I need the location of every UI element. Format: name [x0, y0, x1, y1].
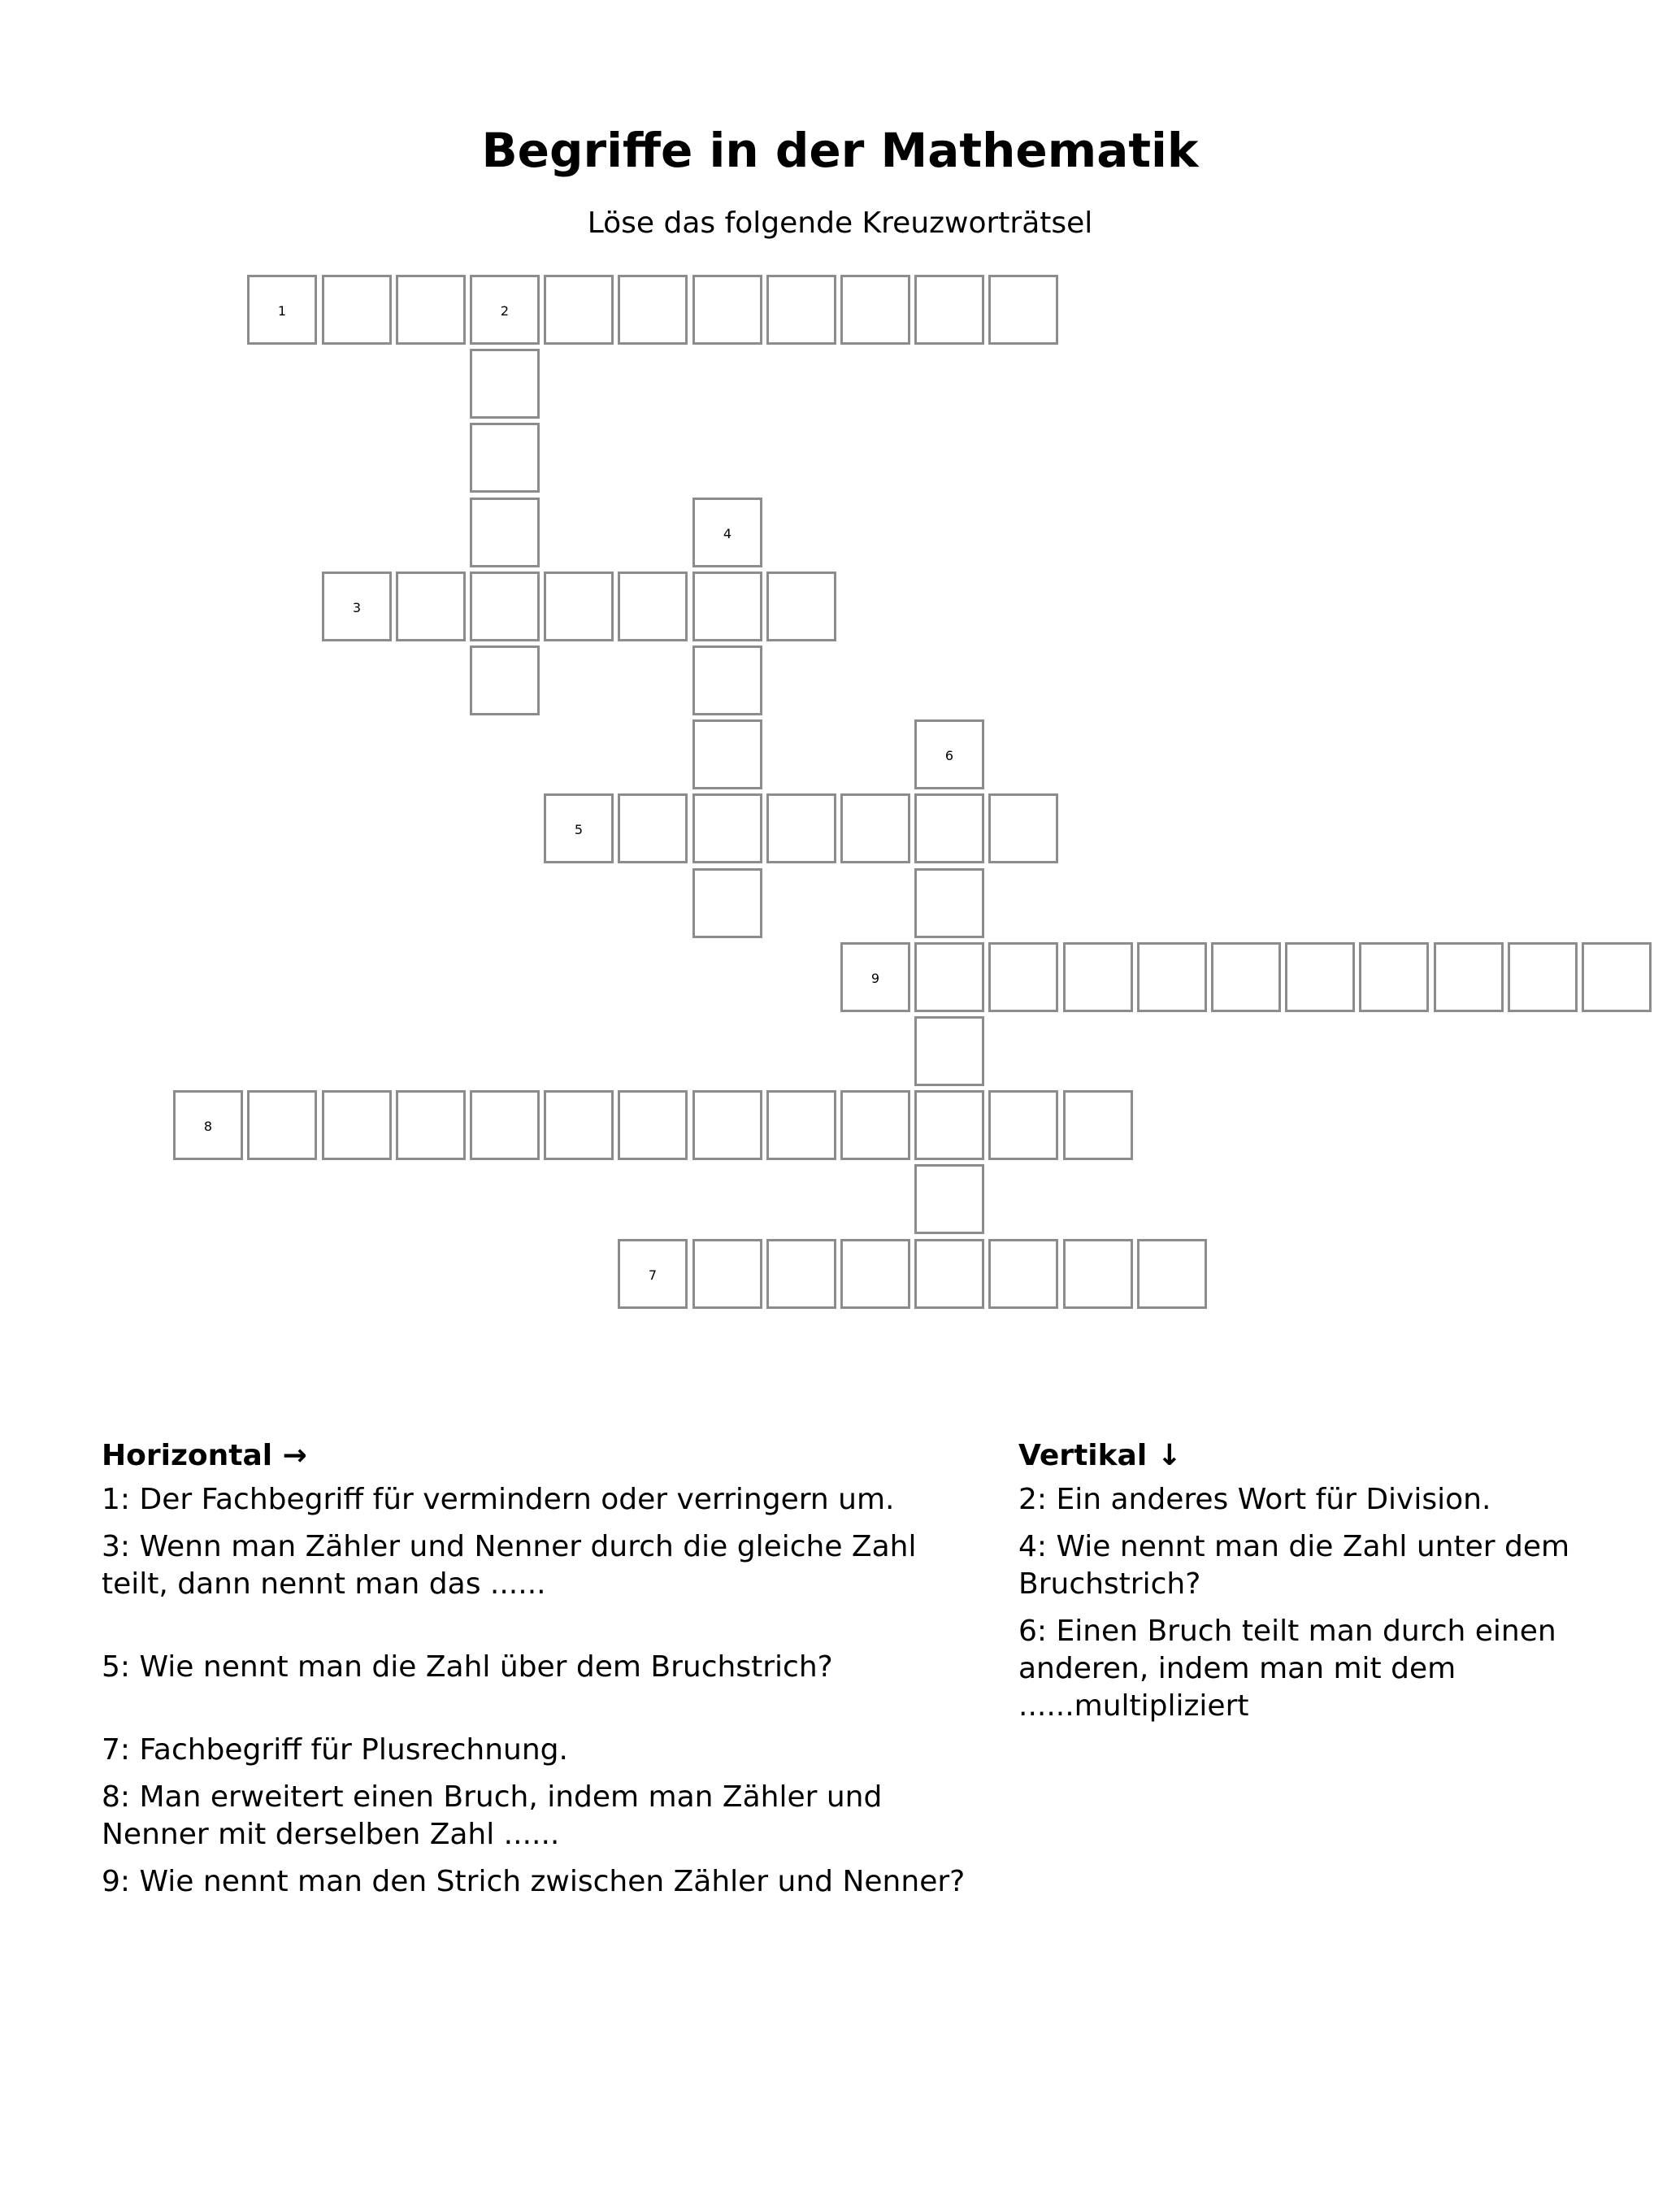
crossword-cell[interactable] [544, 1090, 614, 1160]
crossword-cell[interactable] [470, 349, 540, 419]
crossword-cell[interactable] [914, 719, 984, 789]
crossword-cell[interactable] [692, 1090, 762, 1160]
clue-number: 1 [277, 303, 287, 319]
crossword-cell[interactable] [322, 1090, 392, 1160]
crossword-cell[interactable] [692, 498, 762, 567]
clue-horizontal-8: 8: Man erweitert einen Bruch, indem man Zähler und Nenner mit derselben Zahl ...... [102, 1780, 883, 1851]
clue-horizontal-5: 5: Wie nennt man die Zahl über dem Bruchstrich? [102, 1650, 833, 1684]
clue-horizontal-9: 9: Wie nennt man den Strich zwischen Zähler und Nenner? [102, 1865, 966, 1898]
crossword-cell[interactable] [988, 942, 1058, 1012]
clue-number: 8 [203, 1119, 213, 1134]
crossword-cell[interactable] [1063, 1239, 1133, 1309]
clue-number: 7 [648, 1267, 658, 1283]
horizontal-heading: Horizontal → [102, 1439, 307, 1472]
crossword-cell[interactable] [1063, 1090, 1133, 1160]
crossword-cell[interactable] [470, 645, 540, 715]
crossword-cell[interactable] [1582, 942, 1652, 1012]
crossword-cell[interactable] [396, 1090, 466, 1160]
crossword-cell[interactable] [914, 1090, 984, 1160]
crossword-cell[interactable] [766, 1239, 836, 1309]
crossword-cell[interactable] [766, 275, 836, 345]
page-subtitle: Löse das folgende Kreuzworträtsel [587, 206, 1093, 240]
crossword-cell[interactable] [1063, 942, 1133, 1012]
crossword-cell[interactable] [396, 275, 466, 345]
page-title: Begriffe in der Mathematik [481, 123, 1199, 178]
crossword-cell[interactable] [766, 793, 836, 863]
horizontal-clues [102, 1437, 979, 1901]
crossword-cell[interactable] [470, 423, 540, 493]
clue-vertical-4: 4: Wie nennt man die Zahl unter dem Bruchstrich? [1018, 1530, 1570, 1601]
crossword-cell[interactable] [470, 275, 540, 345]
crossword-cell[interactable] [914, 1164, 984, 1234]
crossword-cell[interactable] [322, 572, 392, 641]
crossword-cell[interactable] [914, 1239, 984, 1309]
crossword-cell[interactable] [544, 572, 614, 641]
clue-number: 5 [574, 822, 584, 837]
crossword-cell[interactable] [618, 793, 688, 863]
clue-number: 2 [500, 303, 510, 319]
clue-vertical-6: 6: Einen Bruch teilt man durch einen anderen, indem man mit dem ......multipliziert [1018, 1615, 1556, 1723]
crossword-cell[interactable] [988, 1239, 1058, 1309]
crossword-cell[interactable] [470, 498, 540, 567]
crossword-cell[interactable] [396, 572, 466, 641]
crossword-cell[interactable] [766, 1090, 836, 1160]
crossword-cell[interactable] [1211, 942, 1281, 1012]
clue-number: 4 [723, 526, 732, 541]
crossword-cell[interactable] [692, 719, 762, 789]
crossword-cell[interactable] [470, 572, 540, 641]
crossword-cell[interactable] [544, 275, 614, 345]
crossword-cell[interactable] [618, 1090, 688, 1160]
vertical-clues [1018, 1437, 1604, 1725]
clue-horizontal-3: 3: Wenn man Zähler und Nenner durch die gleiche Zahl teilt, dann nennt man das ...... [102, 1530, 917, 1601]
crossword-cell[interactable] [247, 1090, 317, 1160]
crossword-cell[interactable] [1137, 1239, 1207, 1309]
clue-number: 6 [944, 748, 954, 763]
crossword-cell[interactable] [692, 1239, 762, 1309]
crossword-cell[interactable] [247, 275, 317, 345]
clue-number: 3 [352, 600, 362, 615]
crossword-cell[interactable] [692, 868, 762, 938]
crossword-cell[interactable] [1508, 942, 1578, 1012]
clue-vertical-2: 2: Ein anderes Wort für Division. [1018, 1483, 1491, 1516]
crossword-cell[interactable] [840, 1239, 910, 1309]
crossword-cell[interactable] [618, 1239, 688, 1309]
crossword-cell[interactable] [766, 572, 836, 641]
crossword-cell[interactable] [322, 275, 392, 345]
crossword-cell[interactable] [840, 275, 910, 345]
crossword-cell[interactable] [988, 1090, 1058, 1160]
clue-horizontal-7: 7: Fachbegriff für Plusrechnung. [102, 1733, 568, 1767]
crossword-cell[interactable] [1434, 942, 1504, 1012]
crossword-cell[interactable] [914, 275, 984, 345]
crossword-cell[interactable] [1359, 942, 1429, 1012]
crossword-cell[interactable] [914, 868, 984, 938]
crossword-cell[interactable] [840, 1090, 910, 1160]
crossword-cell[interactable] [988, 275, 1058, 345]
crossword-cell[interactable] [173, 1090, 243, 1160]
crossword-cell[interactable] [1285, 942, 1355, 1012]
crossword-cell[interactable] [914, 942, 984, 1012]
crossword-cell[interactable] [914, 1016, 984, 1086]
crossword-cell[interactable] [692, 793, 762, 863]
crossword-cell[interactable] [988, 793, 1058, 863]
crossword-cell[interactable] [692, 645, 762, 715]
crossword-cell[interactable] [840, 793, 910, 863]
crossword-cell[interactable] [840, 942, 910, 1012]
crossword-cell[interactable] [1137, 942, 1207, 1012]
crossword-cell[interactable] [692, 572, 762, 641]
crossword-cell[interactable] [618, 275, 688, 345]
crossword-cell[interactable] [914, 793, 984, 863]
vertical-heading: Vertikal ↓ [1018, 1439, 1182, 1472]
crossword-cell[interactable] [692, 275, 762, 345]
crossword-cell[interactable] [470, 1090, 540, 1160]
clue-horizontal-1: 1: Der Fachbegriff für vermindern oder verringern um. [102, 1483, 895, 1516]
clue-number: 9 [870, 971, 880, 986]
crossword-cell[interactable] [618, 572, 688, 641]
crossword-cell[interactable] [544, 793, 614, 863]
